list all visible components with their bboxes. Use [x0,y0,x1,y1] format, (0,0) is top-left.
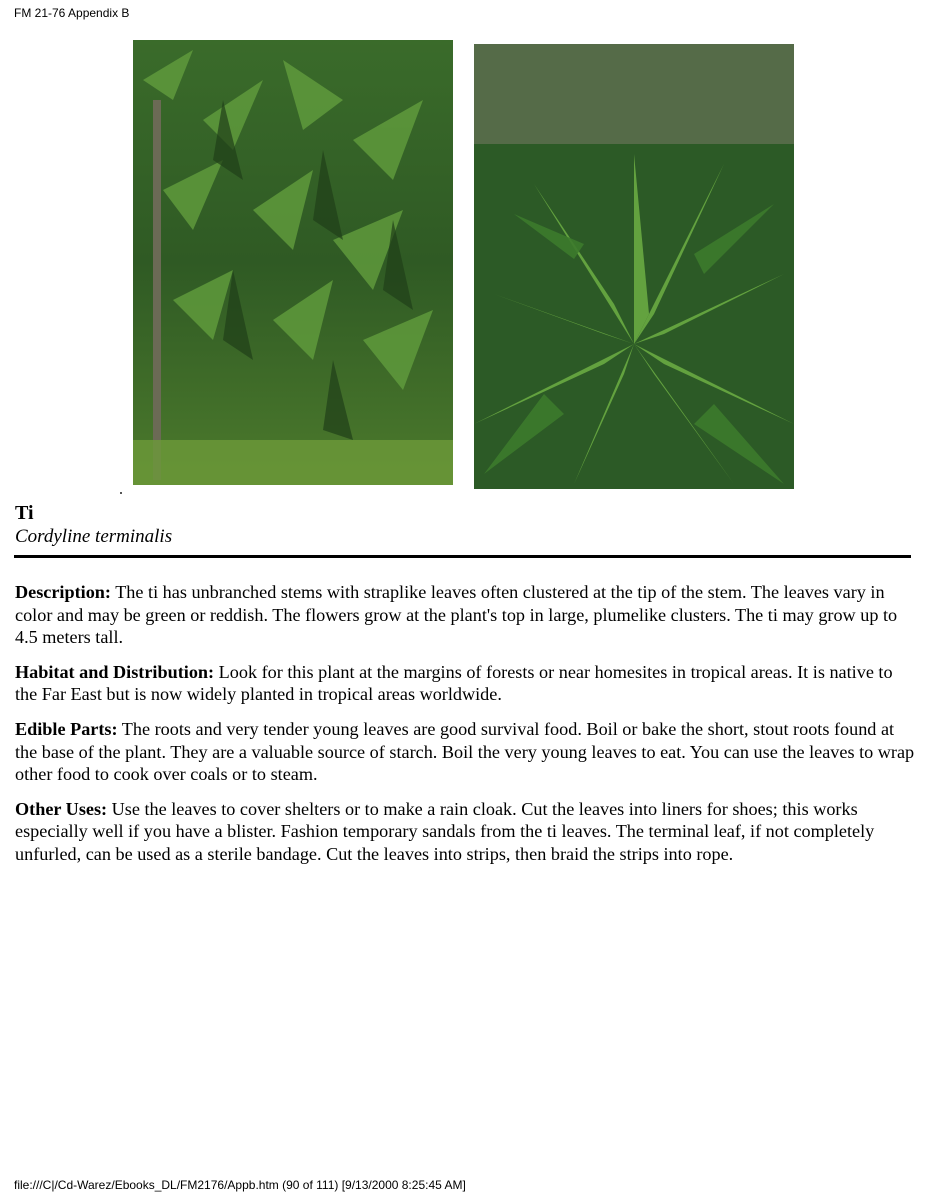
edible-parts-paragraph [15,718,915,786]
habitat-text: Look for this plant at the margins of forests or near homesites in tropical areas. It is native to the Far East but is now widely planted in tropical areas worldwide. [15,661,893,705]
image-artifact-dot [120,492,122,494]
other-uses-paragraph [15,798,915,866]
plant-description-body [15,581,915,878]
habitat-heading: Habitat and Distribution: [15,661,215,682]
page-footer-path: file:///C|/Cd-Warez/Ebooks_DL/FM2176/Appb.htm (90 of 111) [9/13/2000 8:25:45 AM] [14,1178,466,1192]
description-heading: Description: [15,582,111,602]
description-paragraph [15,581,915,649]
other-uses-text: Use the leaves to cover shelters or to make a rain cloak. Cut the leaves into liners for shoes; this works especially well if you have a blister. Fashion temporary sandals from the ti leaves. The terminal leaf, if not completely unfurled, can be used as a sterile bandage. Cut the leaves into strips, then braid the strips into rope. [15,798,875,864]
leaf-image-right [474,44,794,489]
ti-plant-closeup-photo [474,44,794,489]
ti-plant-tall-stand-photo [133,40,453,485]
habitat-paragraph [15,661,915,706]
section-divider [14,555,911,558]
edible-parts-text: The roots and very tender young leaves are good survival food. Boil or bake the short, stout roots found at the base of the plant. They are a valuable source of starch. Boil the very young leaves to eat. You can use the leaves to wrap other food to cook over coals or to steam. [15,718,915,785]
plant-scientific-name: Cordyline terminalis [15,526,173,547]
page-header-title: FM 21-76 Appendix B [14,6,130,20]
edible-parts-heading: Edible Parts: [15,718,118,739]
plant-common-name: Ti [15,502,34,524]
leaf-image-left [133,40,453,485]
other-uses-heading: Other Uses: [15,798,108,819]
description-text: The ti has unbranched stems with straplike leaves often clustered at the tip of the stem. The leaves vary in color and may be green or reddish. The flowers grow at the plant's top in large, plumelike clusters. The ti may grow up to 4.5 meters tall. [15,582,898,648]
